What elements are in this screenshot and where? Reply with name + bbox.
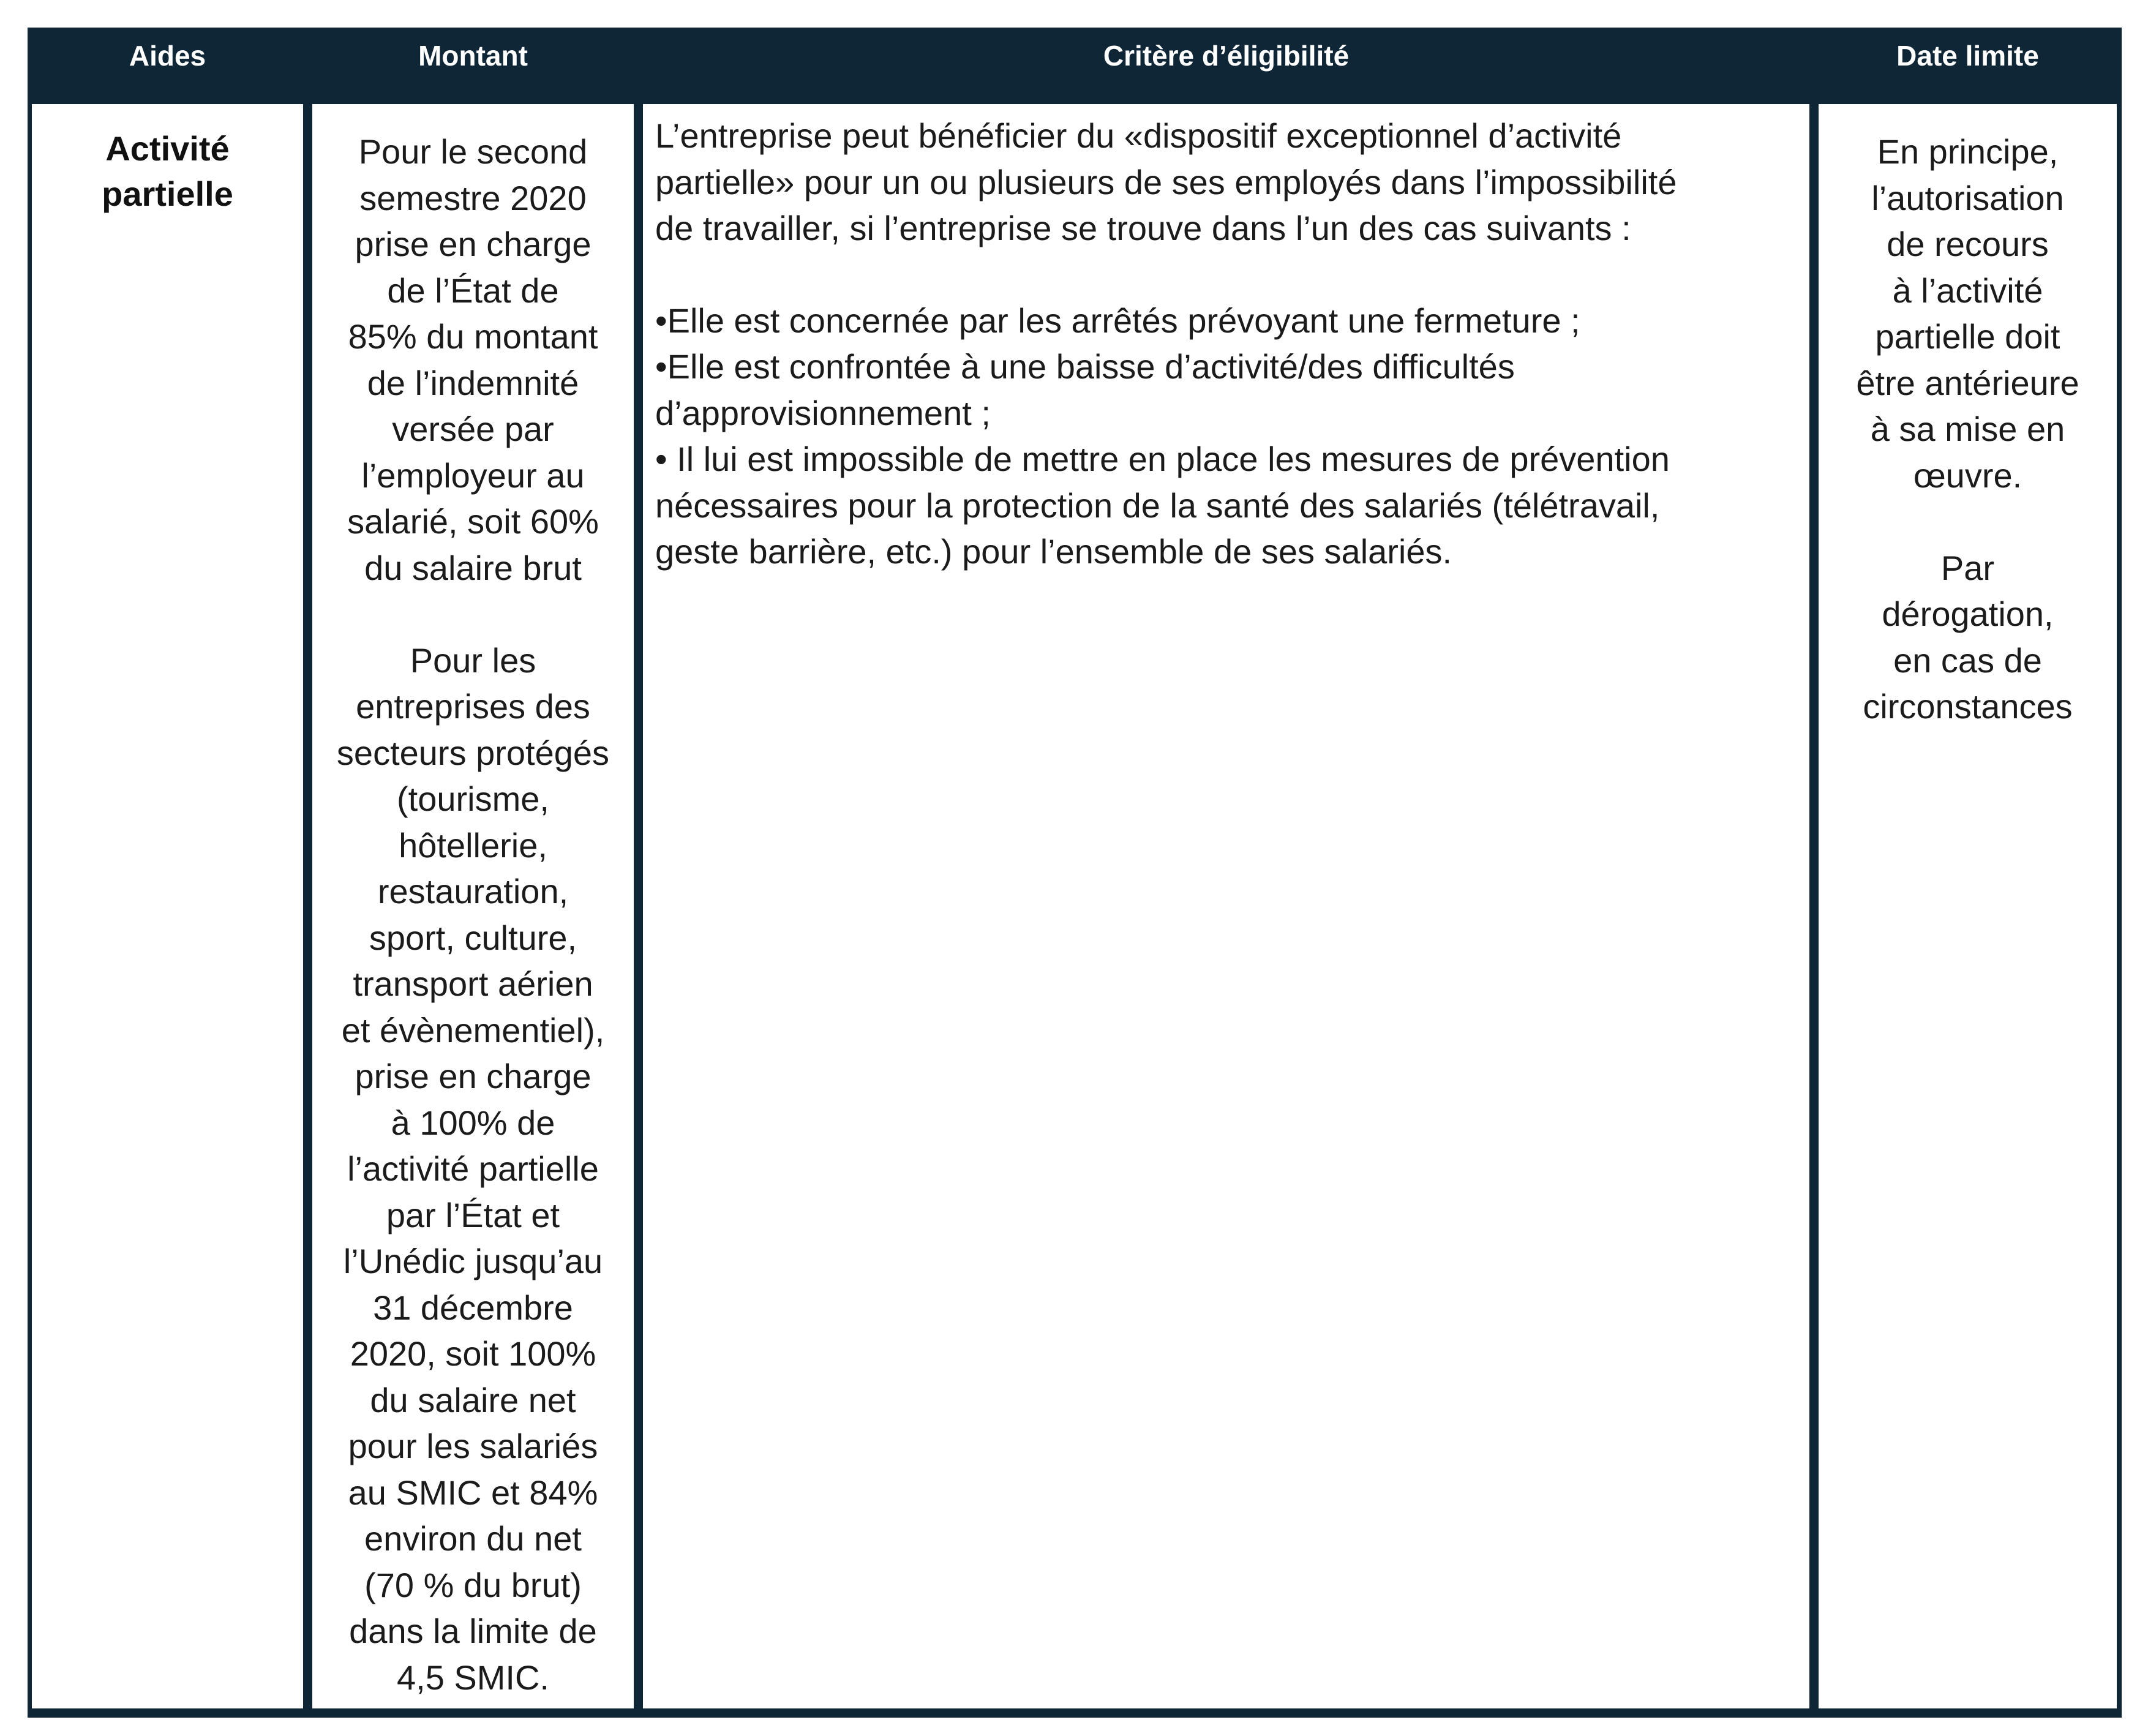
critere-intro: L’entreprise peut bénéficier du «dispositif exceptionnel d’activité partielle» pour un ou plusieurs de ses employés dans l’impossibilité de travailler, si l’entreprise se trouve dans l’un des cas suivants :: [655, 116, 1677, 247]
header-date-limite: Date limite: [1896, 40, 2039, 72]
cell-date-limite: [1819, 104, 2117, 1708]
header-montant: Montant: [418, 40, 528, 72]
date-limite-text: En principe, l’autorisation de recours à l’activité partielle doit être antérieure à sa mise en œuvre. Par dérogation, en cas de circonstances: [1856, 132, 2079, 726]
header-critere-eligibilite: Critère d’éligibilité: [1103, 40, 1350, 72]
cell-critere-eligibilite: [643, 104, 1809, 1708]
aides-table: [28, 28, 2122, 1718]
paragraph-gap: [655, 252, 1797, 298]
cell-aide: [32, 104, 303, 1708]
aide-name: Activité partielle: [102, 129, 233, 213]
cell-montant: [312, 104, 634, 1708]
montant-text: Pour le second semestre 2020 prise en charge de l’État de 85% du montant de l’indemnité versée par l’employeur au salarié, soit 60% du salaire brut Pour les entreprises des secteurs protégés (tourisme, hôtellerie, restauration, sport, culture, transport aérien et évènementiel), prise en charge à 100% de l’activité partielle par l’État et l’Unédic jusqu’au 31 décembre 2020, soit 100% du salaire net pour les salariés au SMIC et 84% environ du net (70 % du brut) dans la limite de 4,5 SMIC.: [336, 132, 610, 1697]
critere-bullets: •Elle est concernée par les arrêtés prévoyant une fermeture ; •Elle est confrontée à une baisse d’activité/des difficultés d’approvisionnement ; • Il lui est impossible de mettre en place les mesures de prévention nécessaires pour la protection de la santé des salariés (télétravail, geste barrière, etc.) pour l’ensemble de ses salariés.: [655, 301, 1670, 571]
header-aides: Aides: [129, 40, 206, 72]
table-header: [28, 28, 2122, 101]
